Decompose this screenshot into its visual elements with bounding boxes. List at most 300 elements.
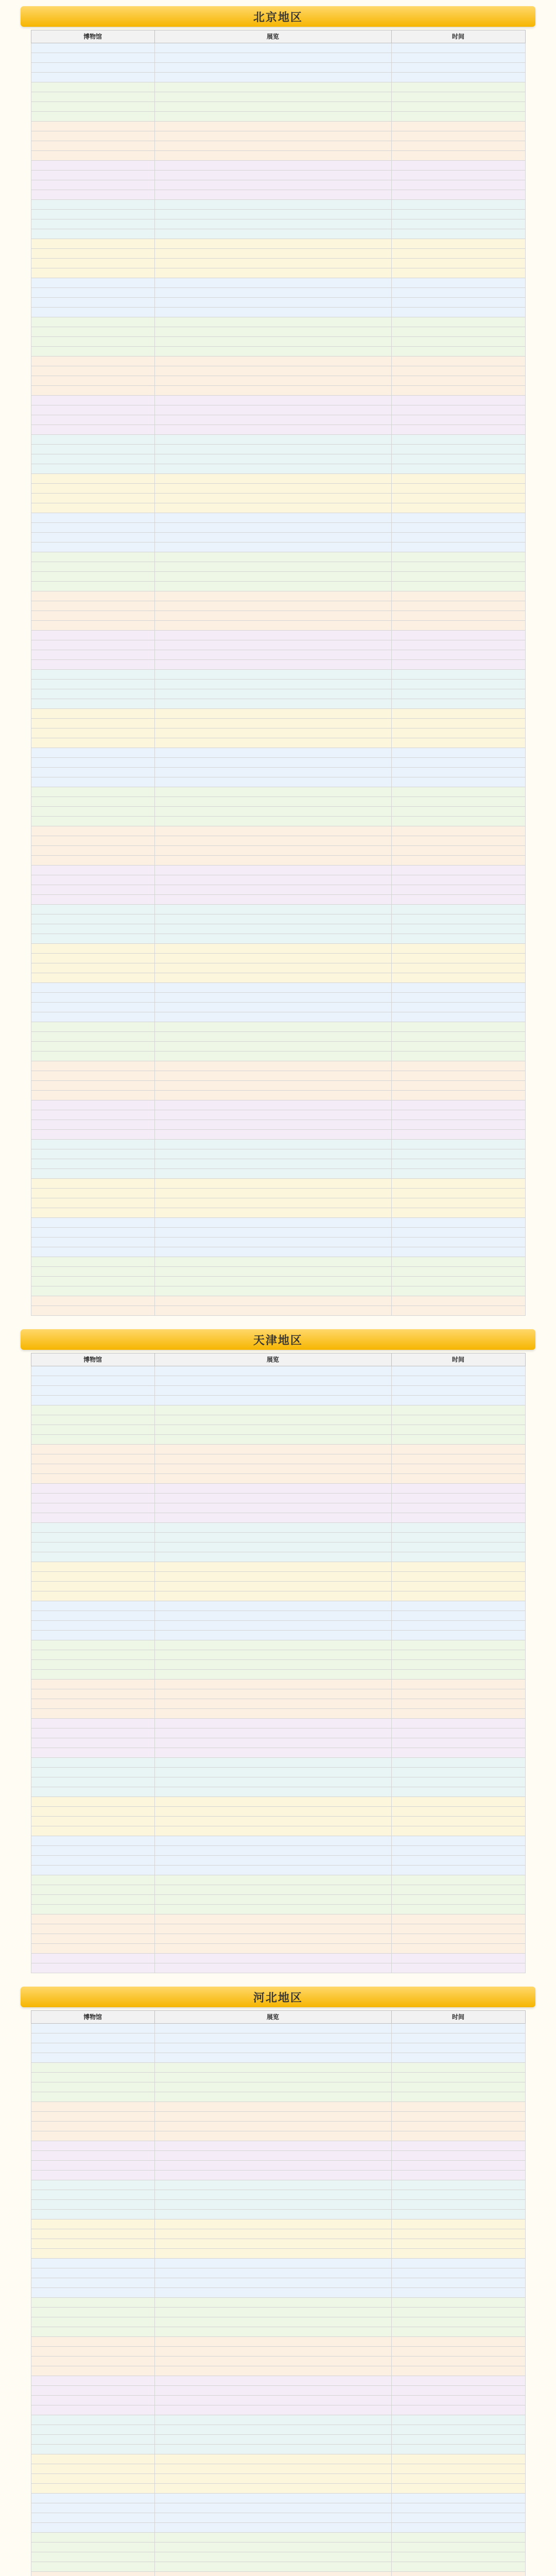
cell-exhibit [154,1120,391,1130]
cell-exhibit [154,2327,391,2337]
cell-exhibit [154,1081,391,1091]
cell-museum [31,53,154,63]
cell-museum [31,1924,154,1934]
table-row [31,1454,525,1464]
cell-exhibit [154,2543,391,2552]
cell-time [391,190,525,200]
table-row [31,1376,525,1386]
cell-museum [31,1286,154,1296]
table-row [31,562,525,572]
table-row [31,2259,525,2268]
table-row [31,1494,525,1503]
table-row [31,494,525,503]
cell-time [391,1552,525,1562]
cell-exhibit [154,846,391,856]
cell-exhibit [154,1582,391,1591]
table-row [31,200,525,210]
cell-exhibit [154,2386,391,2396]
table-row [31,73,525,82]
table-row [31,1905,525,1914]
cell-time [391,425,525,435]
table-row [31,415,525,425]
cell-museum [31,1435,154,1445]
cell-time [391,963,525,973]
table-row [31,1306,525,1316]
table-row [31,1228,525,1238]
table-header-row [31,2011,525,2024]
table-row [31,1071,525,1081]
table-row [31,875,525,885]
cell-time [391,552,525,562]
table-row [31,2366,525,2376]
cell-exhibit [154,924,391,934]
cell-exhibit [154,92,391,102]
cell-time [391,1866,525,1875]
cell-time [391,650,525,660]
table-row [31,435,525,445]
table-row [31,513,525,523]
table-row [31,2376,525,2386]
cell-time [391,2200,525,2210]
cell-exhibit [154,709,391,719]
cell-time [391,357,525,366]
table-row [31,484,525,494]
cell-time [391,2024,525,2033]
cell-exhibit [154,2337,391,2347]
cell-time [391,2337,525,2347]
cell-time [391,787,525,797]
cell-time [391,895,525,905]
table-row [31,709,525,719]
cell-time [391,866,525,875]
table-row [31,190,525,200]
cell-museum [31,2298,154,2308]
table-row [31,1777,525,1787]
cell-exhibit [154,1826,391,1836]
table-row [31,347,525,357]
table-row [31,2523,525,2533]
table-row [31,1963,525,1973]
cell-time [391,591,525,601]
cell-exhibit [154,1611,391,1621]
cell-time [391,1484,525,1494]
table-row [31,2249,525,2259]
cell-exhibit [154,415,391,425]
cell-museum [31,357,154,366]
cell-exhibit [154,1591,391,1601]
table-row [31,1572,525,1582]
cell-time [391,640,525,650]
cell-exhibit [154,807,391,817]
cell-museum [31,650,154,660]
table-row [31,1286,525,1296]
cell-museum [31,836,154,846]
cell-time [391,53,525,63]
cell-exhibit [154,1091,391,1100]
cell-exhibit [154,376,391,386]
table-row [31,572,525,582]
cell-museum [31,1159,154,1169]
table-row [31,2082,525,2092]
table-body [31,43,525,1316]
cell-exhibit [154,1484,391,1494]
cell-museum [31,1386,154,1396]
section-title-bar [21,6,535,27]
header-exhibit: 展览 [154,30,391,43]
cell-museum [31,1699,154,1709]
cell-museum [31,885,154,895]
cell-time [391,748,525,758]
cell-time [391,2063,525,2073]
cell-time [391,2347,525,2357]
cell-time [391,689,525,699]
cell-exhibit [154,552,391,562]
cell-museum [31,728,154,738]
table-row [31,552,525,562]
cell-museum [31,1091,154,1100]
table-row [31,1895,525,1905]
cell-museum [31,787,154,797]
table-row [31,2503,525,2513]
section-beijing [0,6,556,1316]
table-row [31,1052,525,1061]
cell-museum [31,484,154,494]
table-row [31,807,525,817]
cell-museum [31,1640,154,1650]
cell-time [391,1306,525,1316]
cell-exhibit [154,2533,391,2543]
cell-museum [31,2210,154,2219]
table-row [31,63,525,73]
cell-exhibit [154,1189,391,1198]
cell-museum [31,944,154,954]
cell-time [391,1257,525,1267]
cell-time [391,699,525,709]
cell-exhibit [154,2063,391,2073]
cell-time [391,2288,525,2298]
cell-museum [31,2415,154,2425]
cell-time [391,758,525,768]
cell-museum [31,1130,154,1140]
cell-museum [31,386,154,396]
cell-museum [31,934,154,944]
cell-museum [31,122,154,131]
cell-time [391,856,525,866]
cell-time [391,1905,525,1914]
cell-museum [31,2386,154,2396]
table-row [31,2484,525,2494]
table-row [31,122,525,131]
table-row [31,445,525,454]
cell-time [391,1277,525,1286]
cell-time [391,670,525,680]
cell-exhibit [154,2396,391,2405]
cell-museum [31,797,154,807]
section-tianjin [0,1329,556,1973]
cell-museum [31,1591,154,1601]
table-row [31,2043,525,2053]
cell-museum [31,131,154,141]
cell-museum [31,161,154,171]
cell-museum [31,875,154,885]
cell-exhibit [154,650,391,660]
cell-time [391,1768,525,1777]
cell-museum [31,1484,154,1494]
cell-museum [31,2474,154,2484]
cell-exhibit [154,1885,391,1895]
cell-time [391,454,525,464]
table-row [31,131,525,141]
table-row [31,2190,525,2200]
cell-museum [31,1120,154,1130]
cell-time [391,954,525,963]
table-row [31,748,525,758]
cell-museum [31,171,154,180]
cell-museum [31,1787,154,1797]
table-body [31,2024,525,2576]
table-row [31,895,525,905]
cell-exhibit [154,1179,391,1189]
table-row [31,1179,525,1189]
cell-exhibit [154,82,391,92]
table-row [31,621,525,631]
table-row [31,1169,525,1179]
table-row [31,2141,525,2151]
cell-time [391,1435,525,1445]
cell-exhibit [154,405,391,415]
cell-museum [31,2249,154,2259]
table-row [31,1474,525,1484]
cell-museum [31,1660,154,1670]
cell-time [391,738,525,748]
cell-time [391,180,525,190]
cell-exhibit [154,219,391,229]
cell-time [391,2484,525,2494]
cell-exhibit [154,1218,391,1228]
cell-museum [31,1768,154,1777]
table-row [31,1218,525,1228]
cell-exhibit [154,1159,391,1169]
cell-museum [31,1296,154,1306]
table-row [31,611,525,621]
cell-time [391,2112,525,2122]
cell-time [391,1042,525,1052]
cell-museum [31,1247,154,1257]
cell-time [391,1071,525,1081]
cell-museum [31,1100,154,1110]
cell-time [391,2366,525,2376]
cell-museum [31,846,154,856]
table-row [31,660,525,670]
cell-exhibit [154,161,391,171]
cell-exhibit [154,474,391,484]
table-row [31,2543,525,2552]
table-row [31,1267,525,1277]
cell-museum [31,2337,154,2347]
table-row [31,2552,525,2562]
table-row [31,601,525,611]
table-row [31,1601,525,1611]
table-row [31,1061,525,1071]
cell-time [391,386,525,396]
cell-time [391,92,525,102]
cell-time [391,2219,525,2229]
header-exhibit: 展览 [154,2011,391,2024]
table-row [31,2562,525,2572]
cell-time [391,1169,525,1179]
table-row [31,1689,525,1699]
cell-time [391,288,525,298]
cell-time [391,2092,525,2102]
cell-time [391,445,525,454]
table-row [31,963,525,973]
cell-time [391,1238,525,1247]
cell-museum [31,494,154,503]
cell-exhibit [154,435,391,445]
cell-time [391,1954,525,1963]
table-body [31,1366,525,1973]
cell-exhibit [154,895,391,905]
cell-museum [31,278,154,288]
cell-exhibit [154,1435,391,1445]
cell-museum [31,288,154,298]
table-row [31,1445,525,1454]
cell-time [391,2073,525,2082]
cell-exhibit [154,229,391,239]
cell-time [391,2572,525,2576]
cell-time [391,1179,525,1189]
cell-exhibit [154,699,391,709]
cell-time [391,523,525,533]
table-row [31,905,525,914]
cell-exhibit [154,2171,391,2180]
table-row [31,102,525,112]
cell-museum [31,1543,154,1552]
cell-time [391,934,525,944]
header-time: 时间 [391,1353,525,1366]
table-row [31,1012,525,1022]
cell-exhibit [154,2357,391,2366]
table-row [31,2102,525,2112]
cell-time [391,1709,525,1719]
cell-exhibit [154,2523,391,2533]
cell-time [391,2151,525,2161]
cell-museum [31,777,154,787]
cell-exhibit [154,2298,391,2308]
cell-museum [31,1454,154,1464]
cell-museum [31,680,154,689]
cell-time [391,1621,525,1631]
cell-museum [31,1846,154,1856]
cell-time [391,2278,525,2288]
cell-museum [31,1572,154,1582]
cell-museum [31,1149,154,1159]
cell-museum [31,2278,154,2288]
cell-exhibit [154,2180,391,2190]
table-row [31,934,525,944]
table-row [31,376,525,386]
cell-museum [31,1022,154,1032]
cell-museum [31,337,154,347]
cell-time [391,1856,525,1866]
table-row [31,1660,525,1670]
table-row [31,1120,525,1130]
table-row [31,2122,525,2131]
cell-museum [31,748,154,758]
cell-exhibit [154,875,391,885]
cell-exhibit [154,758,391,768]
table-row [31,1130,525,1140]
cell-time [391,151,525,161]
cell-exhibit [154,2151,391,2161]
cell-exhibit [154,1247,391,1257]
cell-time [391,2513,525,2523]
cell-exhibit [154,2249,391,2259]
cell-time [391,1875,525,1885]
cell-time [391,1513,525,1523]
table-row [31,797,525,807]
header-museum: 博物馆 [31,30,154,43]
table-row [31,474,525,484]
table-row [31,2092,525,2102]
cell-time [391,817,525,826]
table-row [31,1189,525,1198]
cell-museum [31,973,154,983]
table-row [31,2494,525,2503]
cell-time [391,131,525,141]
table-row [31,2298,525,2308]
table-row [31,1247,525,1257]
cell-time [391,1189,525,1198]
cell-time [391,2268,525,2278]
cell-time [391,2454,525,2464]
table-row [31,2278,525,2288]
cell-time [391,2229,525,2239]
cell-exhibit [154,1110,391,1120]
cell-time [391,1208,525,1218]
cell-time [391,1817,525,1826]
cell-time [391,1415,525,1425]
cell-time [391,1934,525,1944]
cell-exhibit [154,2053,391,2063]
cell-museum [31,1503,154,1513]
cell-time [391,1366,525,1376]
cell-museum [31,102,154,112]
table-row [31,268,525,278]
cell-time [391,1572,525,1582]
cell-exhibit [154,53,391,63]
cell-time [391,2474,525,2484]
cell-museum [31,2053,154,2063]
table-row [31,239,525,249]
cell-exhibit [154,1445,391,1454]
table-row [31,2219,525,2229]
cell-time [391,2033,525,2043]
cell-exhibit [154,2161,391,2171]
cell-time [391,396,525,405]
cell-exhibit [154,1797,391,1807]
table-row [31,1081,525,1091]
table-row [31,2415,525,2425]
cell-exhibit [154,454,391,464]
cell-museum [31,2200,154,2210]
table-row [31,1140,525,1149]
cell-museum [31,180,154,190]
table-row [31,2210,525,2219]
cell-museum [31,543,154,552]
cell-exhibit [154,1296,391,1306]
cell-time [391,719,525,728]
